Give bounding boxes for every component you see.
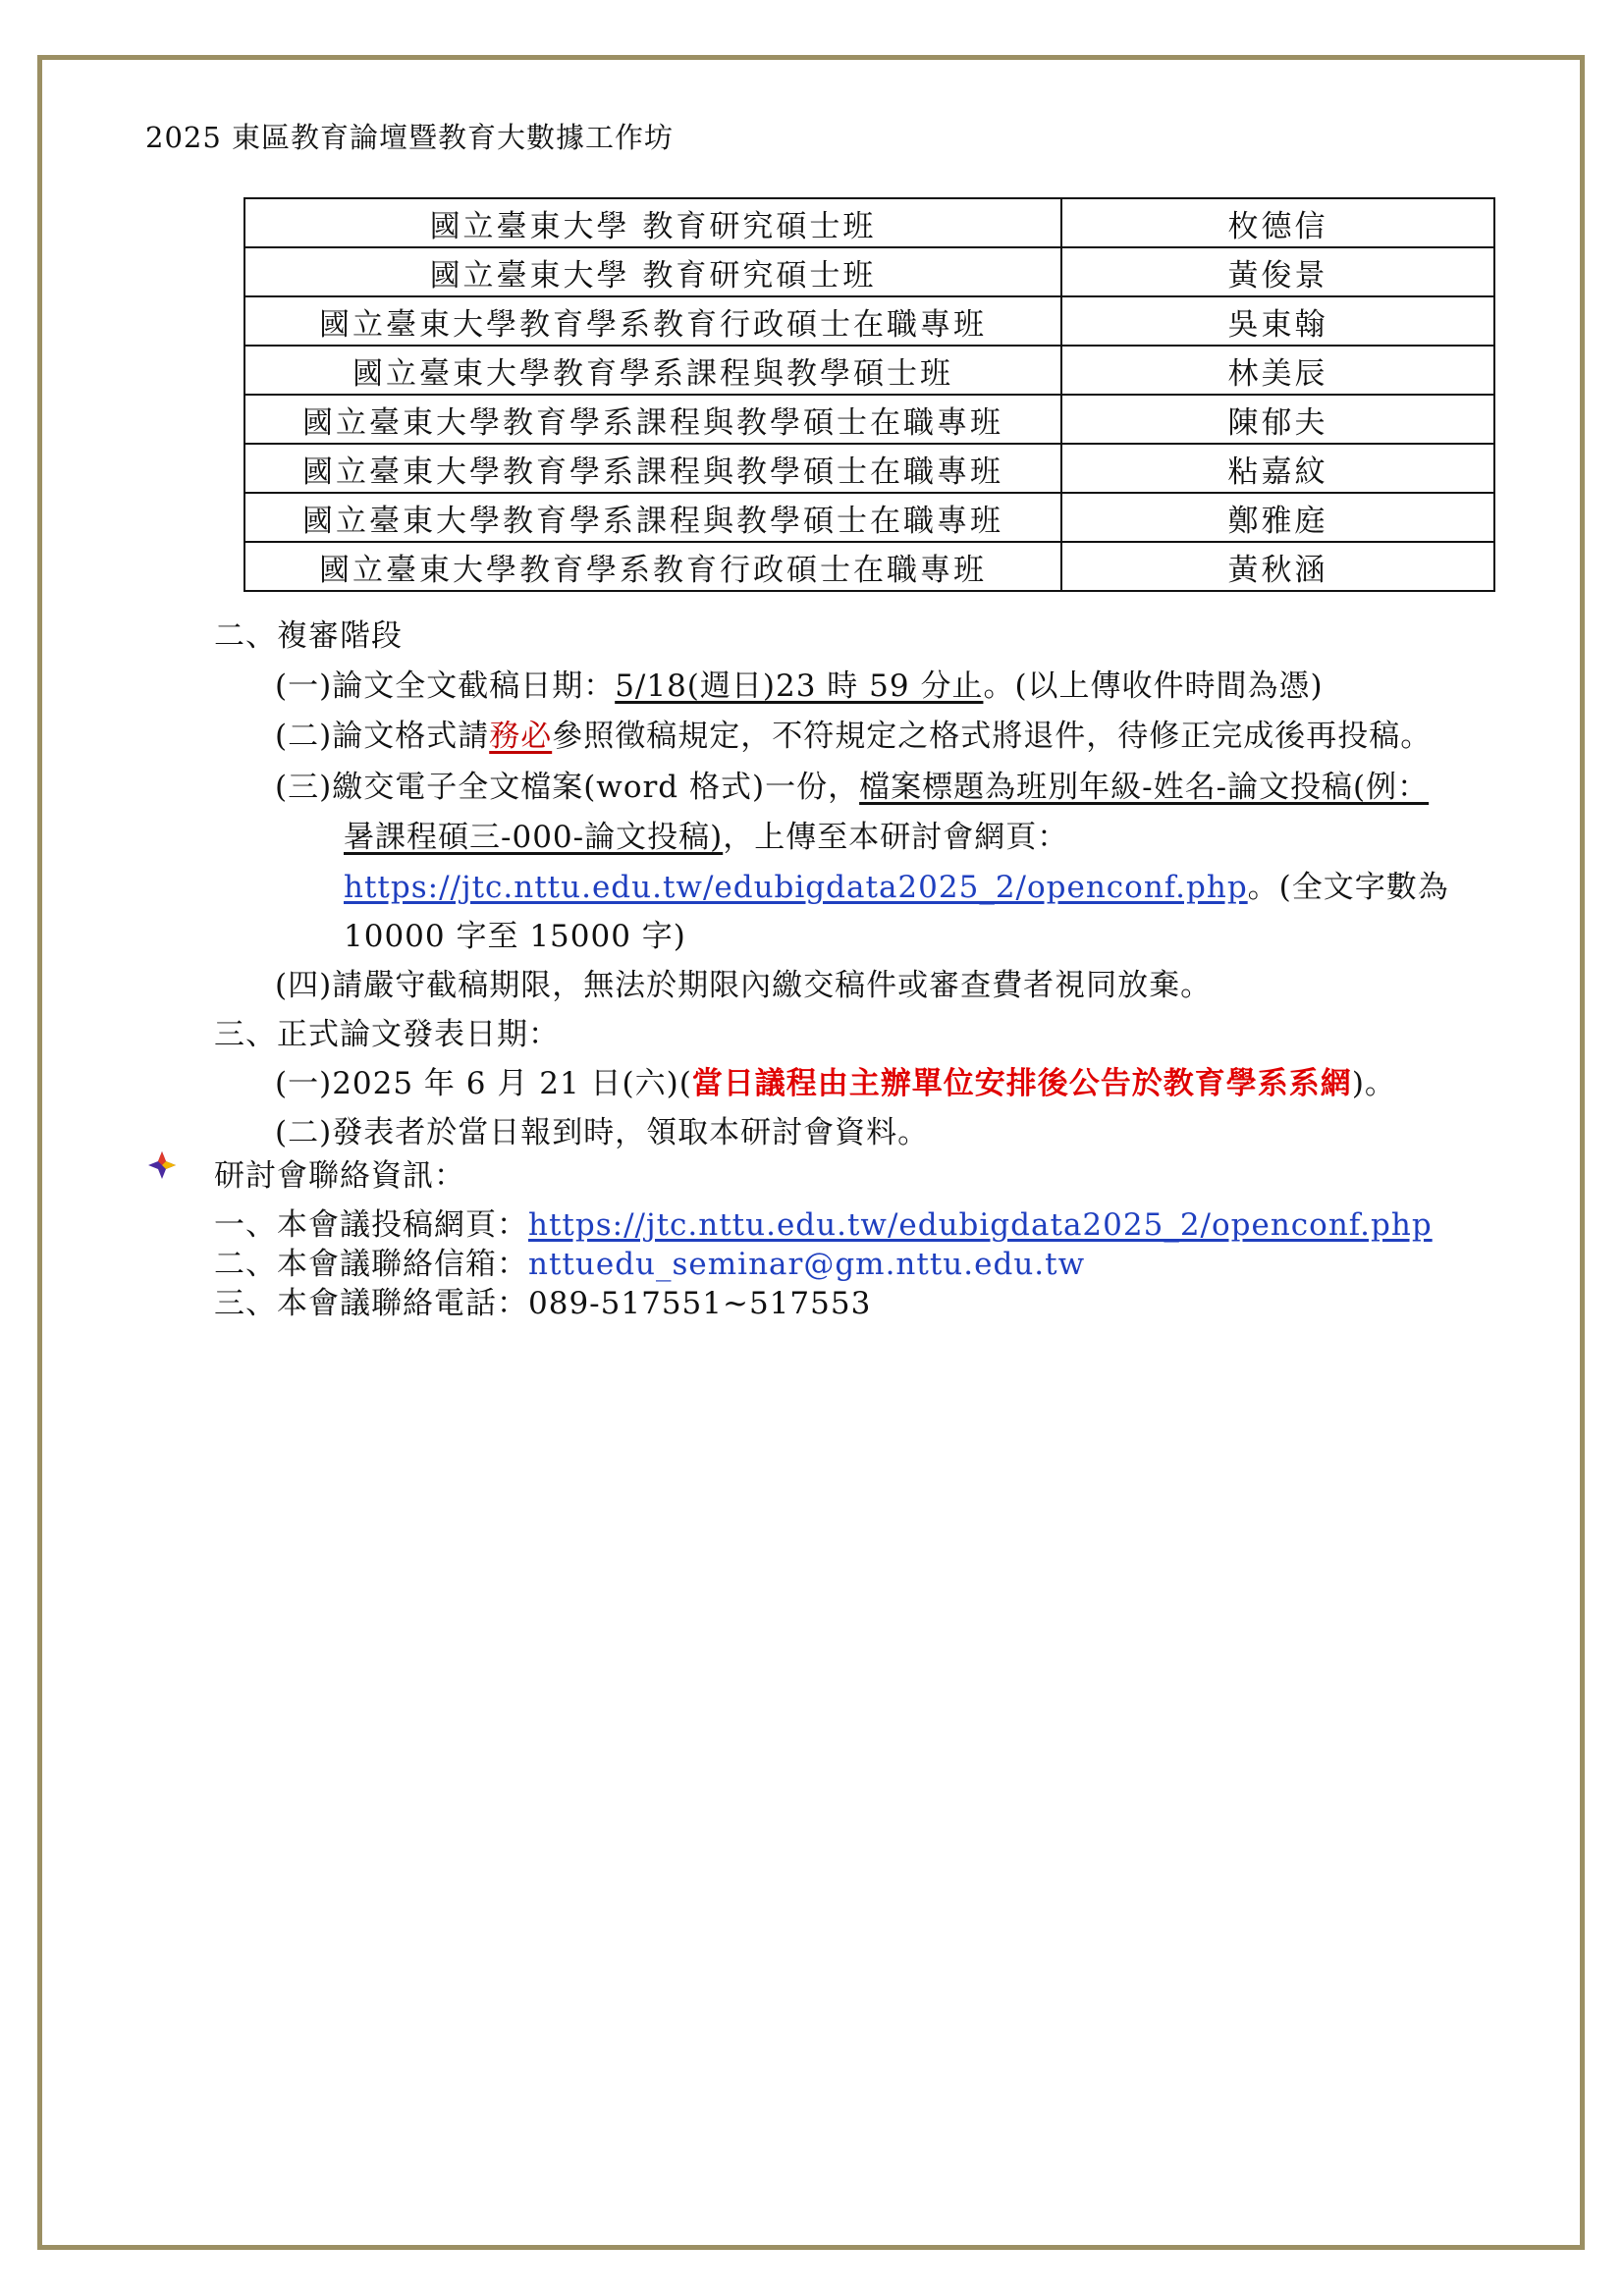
contact-phone bbox=[214, 1278, 871, 1322]
dept-cell: 國立臺東大學教育學系課程與教學碩士在職專班 bbox=[244, 395, 1061, 444]
name-cell: 黃俊景 bbox=[1061, 247, 1494, 296]
section2-item3-line3 bbox=[344, 862, 1449, 906]
page-header: 2025 東區教育論壇暨教育大數據工作坊 bbox=[145, 121, 675, 154]
item2-prefix: (二)論文格式請 bbox=[275, 719, 490, 754]
section2-item1 bbox=[275, 661, 1324, 705]
word-count-b: 10000 字至 15000 字) bbox=[344, 919, 686, 954]
phone-label: 三、本會議聯絡電話： bbox=[214, 1286, 528, 1321]
section2-item4: (四)請嚴守截稿期限，無法於期限內繳交稿件或審查費者視同放棄。 bbox=[275, 968, 1213, 1003]
date-prefix: (一)2025 年 6 月 21 日(六)( bbox=[275, 1066, 692, 1101]
item3-prefix: (三)繳交電子全文檔案(word 格式)一份， bbox=[275, 770, 860, 805]
name-cell: 吳東翰 bbox=[1061, 296, 1494, 346]
table-row bbox=[244, 493, 1494, 542]
name-cell: 鄭雅庭 bbox=[1061, 493, 1494, 542]
date-suffix: )。 bbox=[1351, 1066, 1396, 1101]
section2-heading: 二、複審階段 bbox=[214, 618, 403, 654]
contact-heading: 研討會聯絡資訊： bbox=[214, 1158, 465, 1194]
agenda-note: 當日議程由主辦單位安排後公告於教育學系系網 bbox=[691, 1066, 1352, 1101]
item1-suffix: 。(以上傳收件時間為憑) bbox=[983, 668, 1324, 704]
dept-cell: 國立臺東大學教育學系教育行政碩士在職專班 bbox=[244, 542, 1061, 591]
upload-text: ，上傳至本研討會網頁： bbox=[723, 820, 1069, 855]
contact-email bbox=[214, 1239, 1085, 1283]
web-label: 一、本會議投稿網頁： bbox=[214, 1207, 528, 1243]
name-cell: 黃秋涵 bbox=[1061, 542, 1494, 591]
email-label: 二、本會議聯絡信箱： bbox=[214, 1247, 528, 1282]
dept-cell: 國立臺東大學教育學系教育行政碩士在職專班 bbox=[244, 296, 1061, 346]
name-cell: 陳郁夫 bbox=[1061, 395, 1494, 444]
emphasis-text: 務必 bbox=[489, 719, 553, 754]
table-row bbox=[244, 346, 1494, 395]
table-row bbox=[244, 296, 1494, 346]
section2-item3-line1 bbox=[275, 762, 1429, 806]
item1-prefix: (一)論文全文截稿日期： bbox=[275, 668, 616, 704]
section3-item1 bbox=[275, 1058, 1396, 1102]
section3-heading: 三、正式論文發表日期： bbox=[214, 1017, 560, 1052]
name-cell: 枚德信 bbox=[1061, 198, 1494, 247]
name-cell: 林美辰 bbox=[1061, 346, 1494, 395]
table-row bbox=[244, 444, 1494, 493]
section2-item3-line2 bbox=[344, 812, 1068, 856]
contact-email-link[interactable]: nttuedu_seminar@gm.nttu.edu.tw bbox=[528, 1247, 1086, 1282]
table-row bbox=[244, 542, 1494, 591]
contact-web bbox=[214, 1200, 1433, 1244]
dept-cell: 國立臺東大學教育學系課程與教學碩士班 bbox=[244, 346, 1061, 395]
dept-cell: 國立臺東大學 教育研究碩士班 bbox=[244, 247, 1061, 296]
deadline-text: 5/18(週日)23 時 59 分止 bbox=[615, 668, 984, 704]
table-row bbox=[244, 198, 1494, 247]
submission-link[interactable]: https://jtc.nttu.edu.tw/edubigdata2025_2/openconf.php bbox=[344, 870, 1248, 905]
dept-cell: 國立臺東大學 教育研究碩士班 bbox=[244, 198, 1061, 247]
dept-cell: 國立臺東大學教育學系課程與教學碩士在職專班 bbox=[244, 444, 1061, 493]
phone-number: 089-517551~517553 bbox=[528, 1286, 872, 1321]
dept-cell: 國立臺東大學教育學系課程與教學碩士在職專班 bbox=[244, 493, 1061, 542]
participant-table bbox=[244, 197, 1495, 592]
section2-item2 bbox=[275, 711, 1432, 755]
word-count-a: 。(全文字數為 bbox=[1247, 870, 1449, 905]
four-point-bullet-icon bbox=[147, 1150, 177, 1180]
name-cell: 粘嘉紋 bbox=[1061, 444, 1494, 493]
table-row bbox=[244, 395, 1494, 444]
title-rule-a: 檔案標題為班別年級-姓名-論文投稿(例： bbox=[859, 770, 1430, 805]
conference-web-link[interactable]: https://jtc.nttu.edu.tw/edubigdata2025_2/openconf.php bbox=[528, 1207, 1433, 1243]
title-rule-b: 暑課程碩三-000-論文投稿) bbox=[344, 820, 724, 855]
table-row bbox=[244, 247, 1494, 296]
item2-suffix: 參照徵稿規定，不符規定之格式將退件，待修正完成後再投稿。 bbox=[552, 719, 1433, 754]
section3-item2: (二)發表者於當日報到時，領取本研討會資料。 bbox=[275, 1115, 930, 1150]
